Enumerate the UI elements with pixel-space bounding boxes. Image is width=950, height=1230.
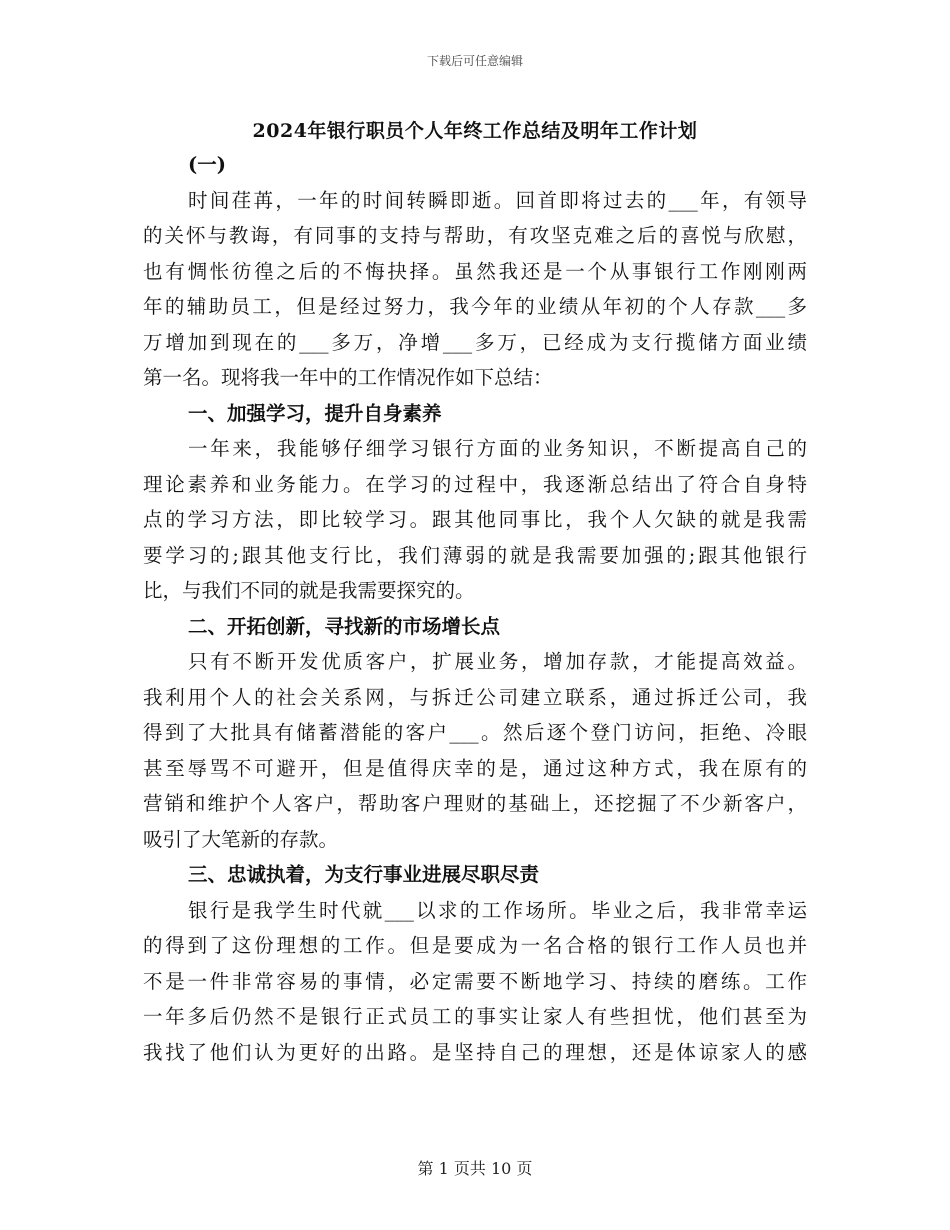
paragraph-first-line: 时间荏苒，一年的时间转瞬即逝。回首即将过去的___年，有领导 xyxy=(188,188,807,212)
paragraph-last-line: 比，与我们不同的就是我需要探究的。 xyxy=(143,579,475,602)
paragraph-first-line: 一年来，我能够仔细学习银行方面的业务知识，不断提高自己的 xyxy=(188,437,807,460)
body-line: 理论素养和业务能力。在学习的过程中，我逐渐总结出了符合自身特 xyxy=(143,472,807,496)
body-line: 我利用个人的社会关系网，与拆迁公司建立联系，通过拆迁公司，我 xyxy=(143,685,807,709)
section-heading: (一) xyxy=(188,153,226,176)
body-line: 要学习的;跟其他支行比，我们薄弱的就是我需要加强的;跟其他银行 xyxy=(143,543,807,567)
section-heading: 二、开拓创新，寻找新的市场增长点 xyxy=(188,614,501,638)
body-line: 得到了大批具有储蓄潜能的客户___。然后逐个登门访问，拒绝、冷眼 xyxy=(143,721,807,744)
body-line: 不是一件非常容易的事情，必定需要不断地学习、持续的磨练。工作 xyxy=(143,969,807,993)
body-line: 点的学习方法，即比较学习。跟其他同事比，我个人欠缺的就是我需 xyxy=(143,508,807,531)
body-line: 的得到了这份理想的工作。但是要成为一名合格的银行工作人员也并 xyxy=(143,934,807,957)
paragraph-first-line: 银行是我学生时代就___以求的工作场所。毕业之后，我非常幸运 xyxy=(188,898,807,922)
paragraph-last-line: 吸引了大笔新的存款。 xyxy=(143,827,339,851)
body-line: 万增加到现在的___多万，净增___多万，已经成为支行揽储方面业绩 xyxy=(143,330,807,354)
body-line: 甚至辱骂不可避开，但是值得庆幸的是，通过这种方式，我在原有的 xyxy=(143,756,807,780)
document-body xyxy=(143,147,807,1070)
body-line: 一年多后仍然不是银行正式员工的事实让家人有些担忧，他们甚至为 xyxy=(143,1005,807,1028)
paragraph-last-line: 第一名。现将我一年中的工作情况作如下总结： xyxy=(143,366,553,389)
header-note: 下载后可任意编辑 xyxy=(426,54,523,68)
body-line: 营销和维护个人客户，帮助客户理财的基础上，还挖掘了不少新客户， xyxy=(143,792,807,815)
document-title: 2024年银行职员个人年终工作总结及明年工作计划 xyxy=(252,120,698,142)
body-line: 也有惆怅彷徨之后的不悔抉择。虽然我还是一个从事银行工作刚刚两 xyxy=(143,259,807,283)
section-heading: 一、加强学习，提升自身素养 xyxy=(188,401,442,425)
section-heading: 三、忠诚执着，为支行事业进展尽职尽责 xyxy=(188,863,540,886)
paragraph-first-line: 只有不断开发优质客户，扩展业务，增加存款，才能提高效益。 xyxy=(188,650,807,673)
body-line: 我找了他们认为更好的出路。是坚持自己的理想，还是体谅家人的感 xyxy=(143,1040,807,1064)
body-line: 的关怀与教诲，有同事的支持与帮助，有攻坚克难之后的喜悦与欣慰， xyxy=(143,224,807,247)
body-line: 年的辅助员工，但是经过努力，我今年的业绩从年初的个人存款___多 xyxy=(143,295,807,318)
page-footer: 第 1 页共 10 页 xyxy=(417,1159,533,1178)
